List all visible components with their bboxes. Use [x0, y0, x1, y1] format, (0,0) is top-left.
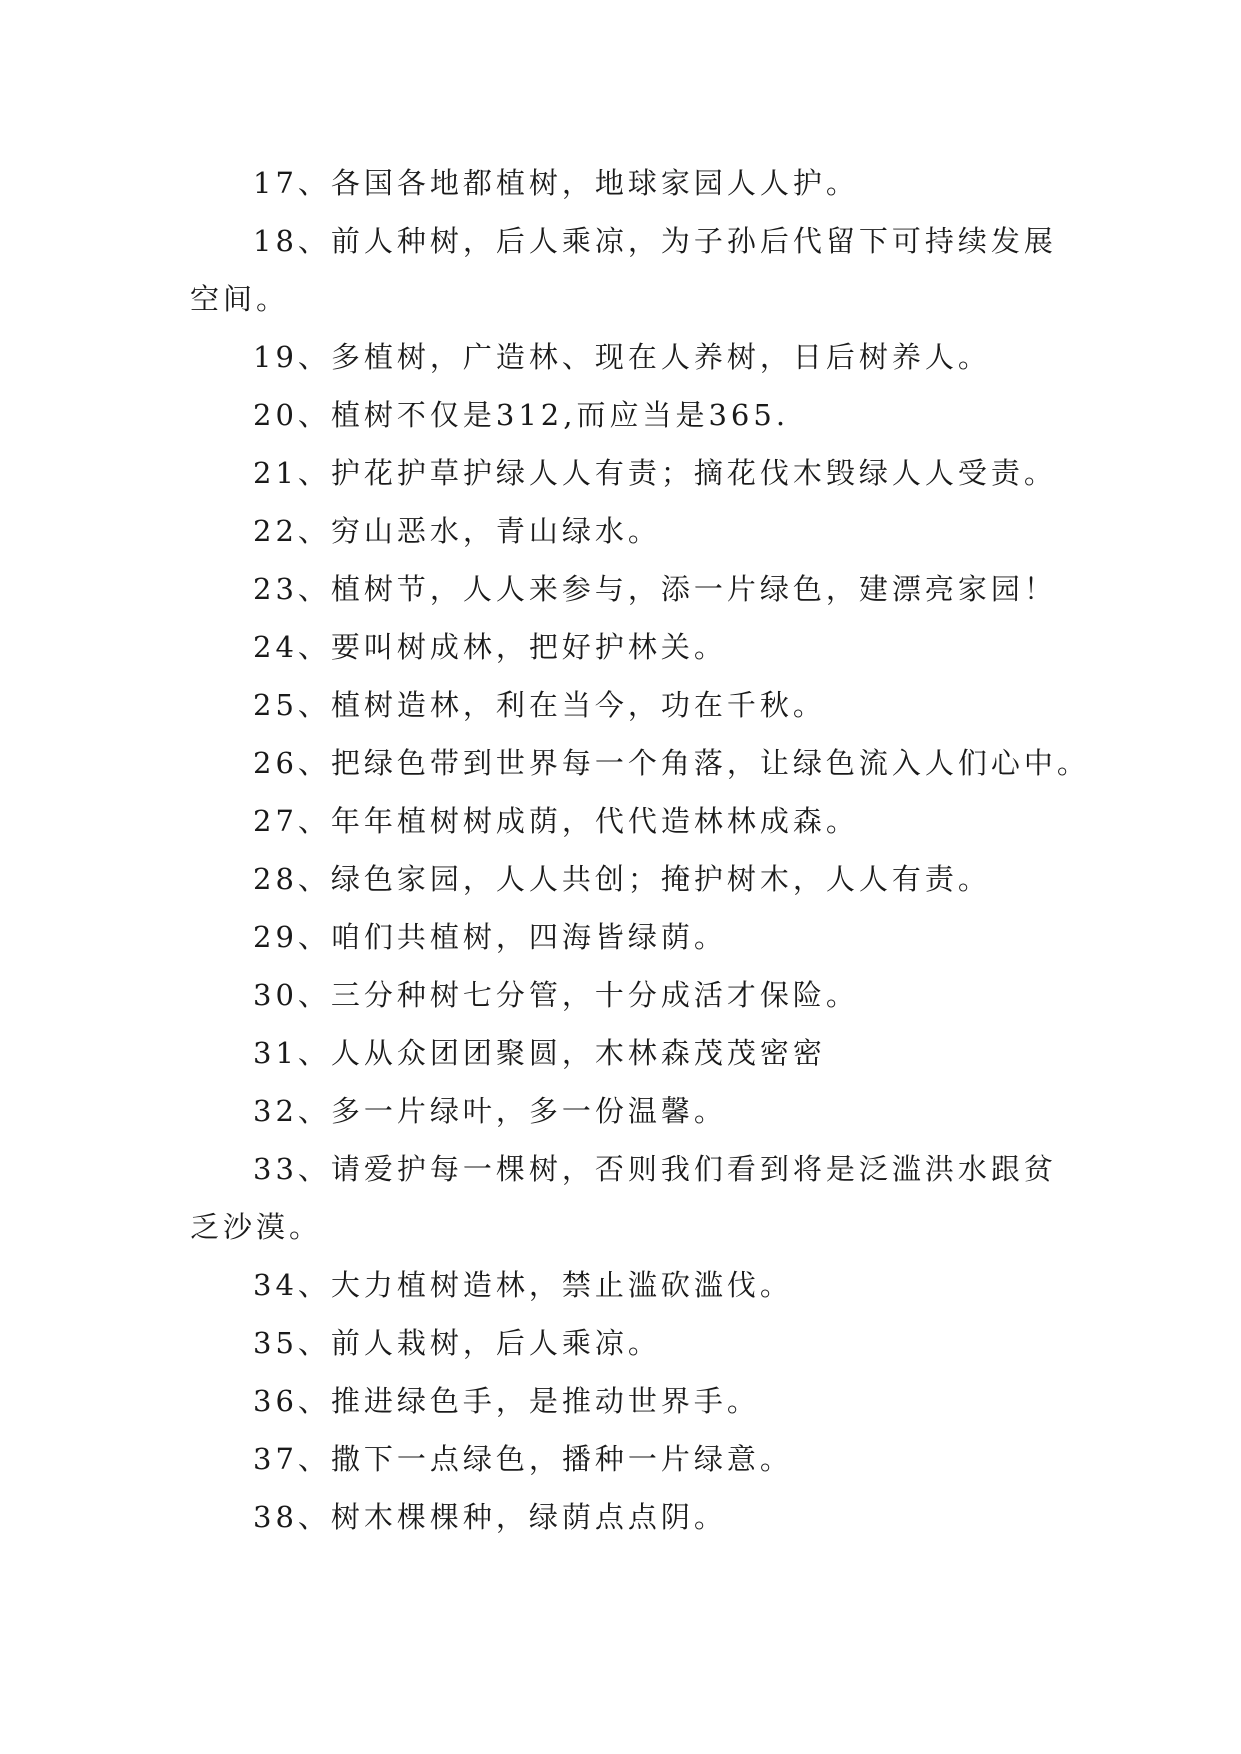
slogan-list — [190, 154, 1090, 1546]
list-item: 31、人从众团团聚圆，木林森茂茂密密 — [253, 1036, 826, 1070]
list-item: 23、植树节，人人来参与，添一片绿色，建漂亮家园！ — [253, 572, 1057, 606]
list-item: 36、推进绿色手，是推动世界手。 — [253, 1384, 760, 1418]
list-item: 32、多一片绿叶，多一份温馨。 — [253, 1094, 727, 1128]
list-item: 20、植树不仅是312,而应当是365. — [253, 398, 790, 432]
list-item: 29、咱们共植树，四海皆绿荫。 — [253, 920, 727, 954]
list-item: 25、植树造林，利在当今，功在千秋。 — [253, 688, 826, 722]
list-item: 28、绿色家园，人人共创；掩护树木，人人有责。 — [253, 862, 991, 896]
list-item: 22、穷山恶水，青山绿水。 — [253, 514, 661, 548]
list-item: 37、撒下一点绿色，播种一片绿意。 — [253, 1442, 793, 1476]
list-item: 17、各国各地都植树，地球家园人人护。 — [253, 166, 859, 200]
list-item: 30、三分种树七分管，十分成活才保险。 — [253, 978, 859, 1012]
list-item: 33、请爱护每一棵树，否则我们看到将是泛滥洪水跟贫乏沙漠。 — [190, 1152, 1057, 1244]
list-item: 38、树木棵棵种，绿荫点点阴。 — [253, 1500, 727, 1534]
list-item: 21、护花护草护绿人人有责；摘花伐木毁绿人人受责。 — [253, 456, 1057, 490]
list-item: 26、把绿色带到世界每一个角落，让绿色流入人们心中。 — [253, 746, 1090, 780]
list-item: 35、前人栽树，后人乘凉。 — [253, 1326, 661, 1360]
list-item: 18、前人种树，后人乘凉，为子孙后代留下可持续发展空间。 — [190, 224, 1057, 316]
list-item: 34、大力植树造林，禁止滥砍滥伐。 — [253, 1268, 793, 1302]
list-item: 24、要叫树成林，把好护林关。 — [253, 630, 727, 664]
list-item: 27、年年植树树成荫，代代造林林成森。 — [253, 804, 859, 838]
list-item: 19、多植树，广造林、现在人养树，日后树养人。 — [253, 340, 991, 374]
